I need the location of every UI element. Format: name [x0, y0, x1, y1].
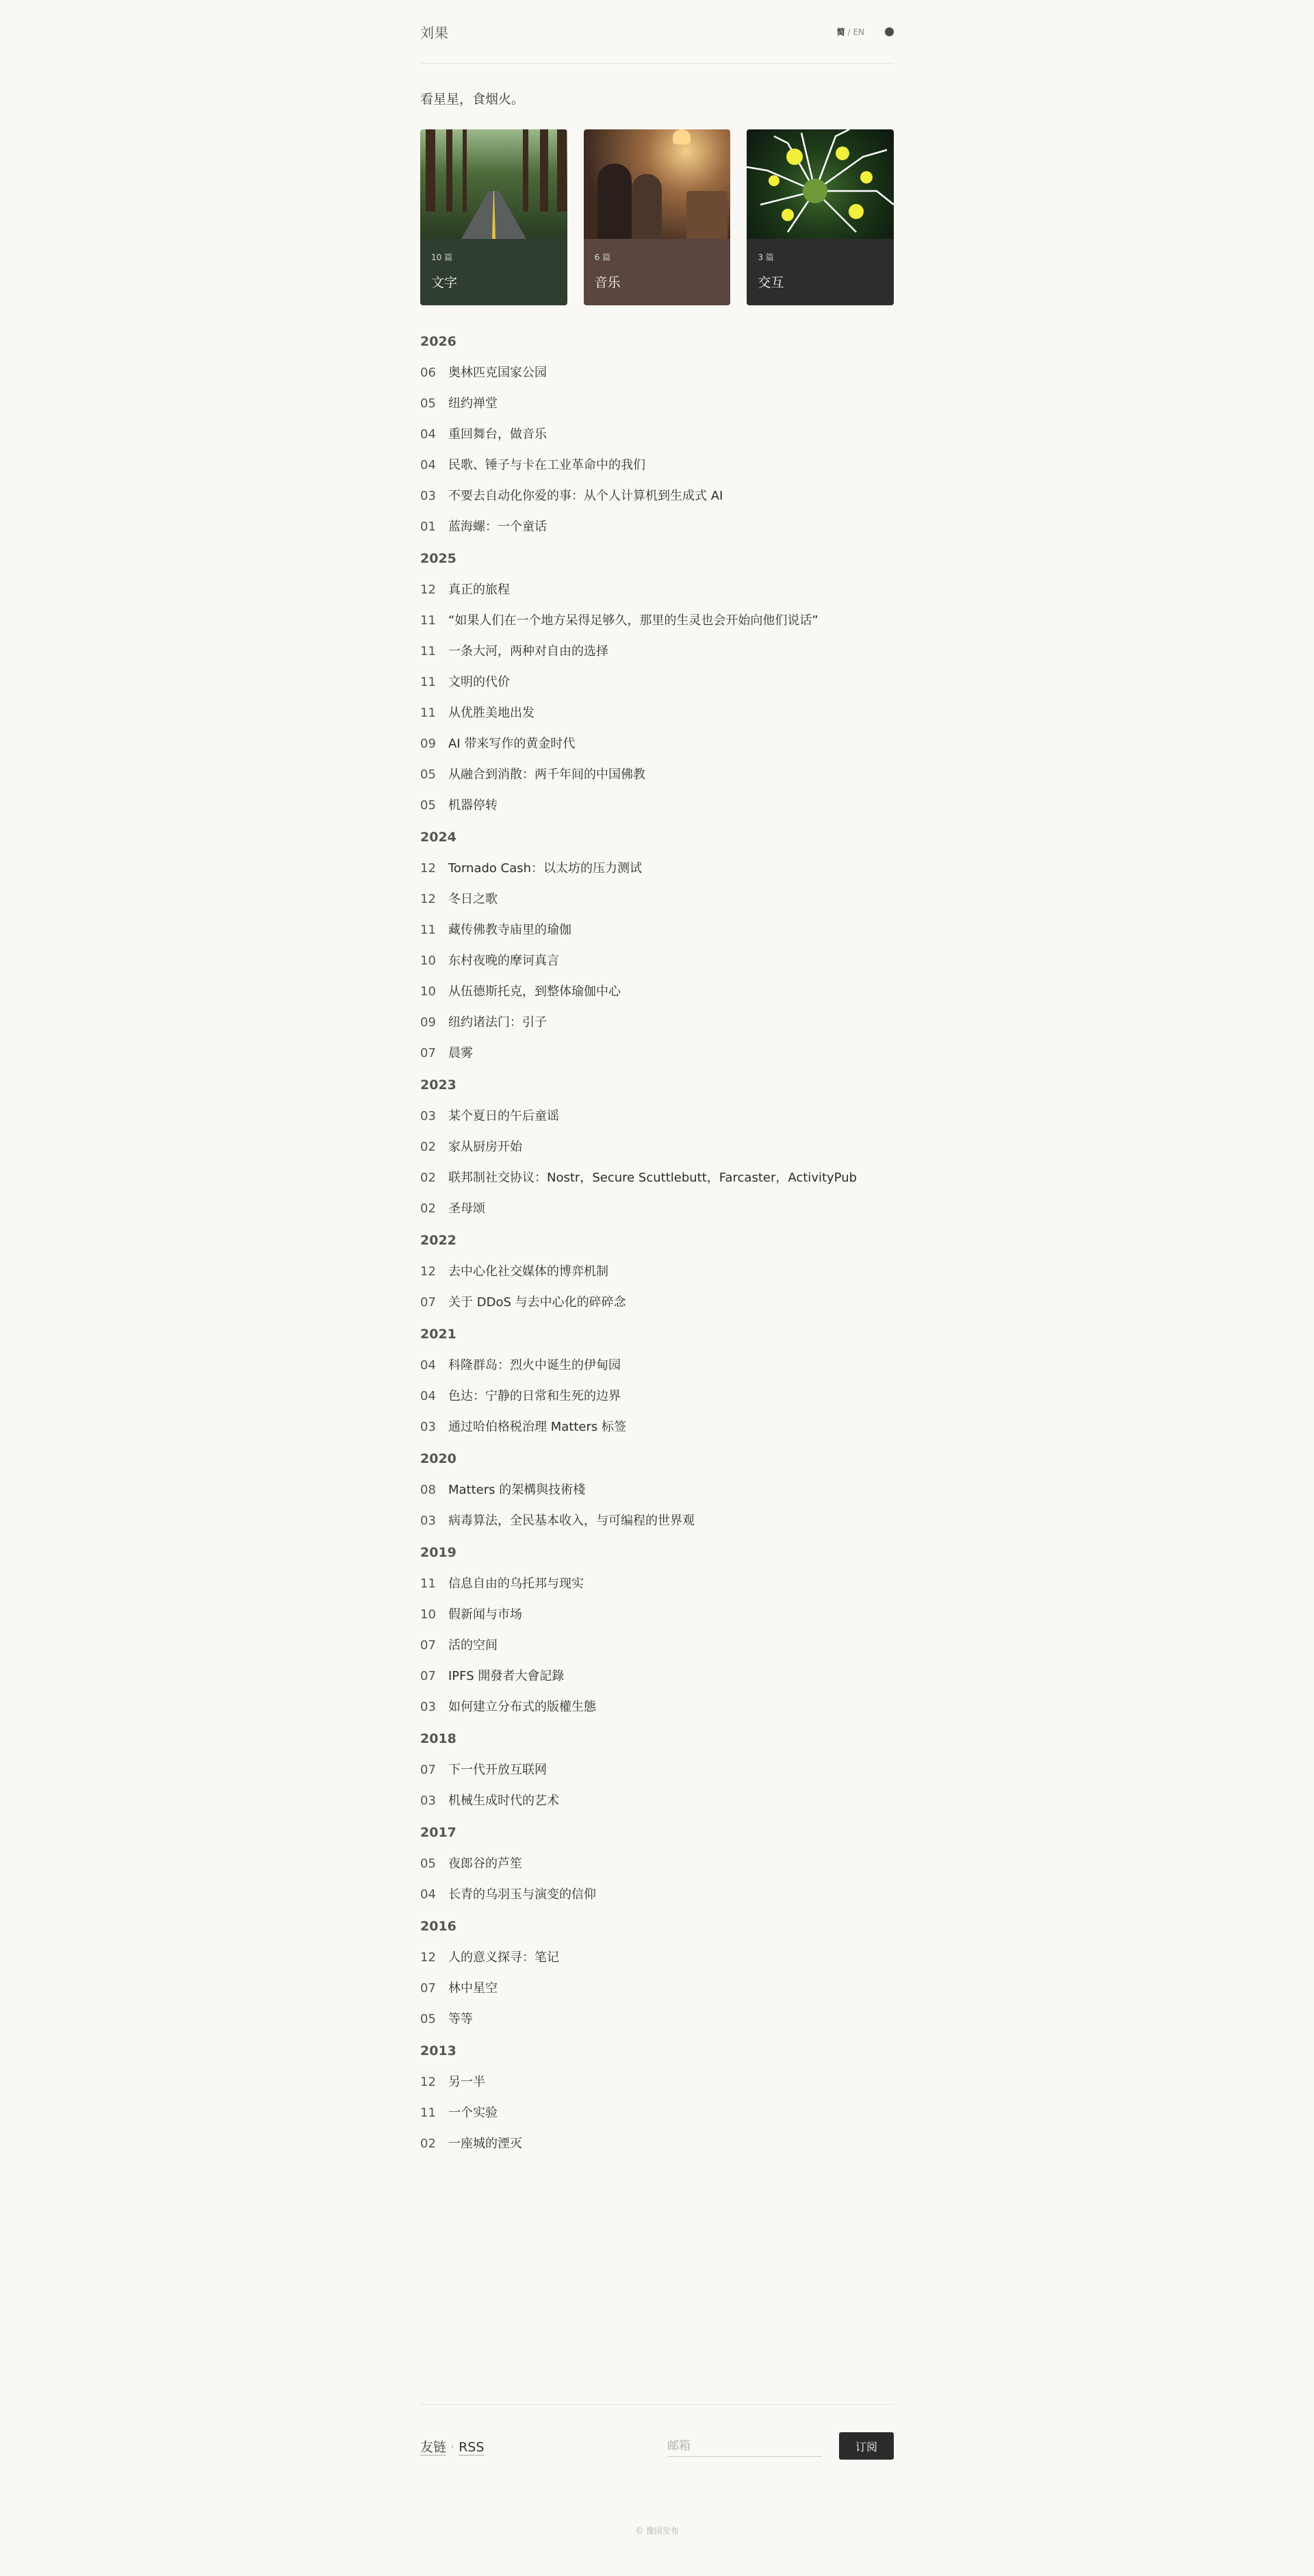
post-month: 07 — [420, 1981, 436, 1995]
post-month: 11 — [420, 923, 436, 937]
post-title: 人的意义探寻：笔记 — [448, 1950, 559, 1965]
post-title: 去中心化社交媒体的博弈机制 — [448, 1264, 608, 1279]
post-title: 通过哈伯格税治理 Matters 标签 — [448, 1420, 626, 1434]
page — [420, 0, 894, 2576]
post-month: 05 — [420, 767, 436, 782]
post-month: 12 — [420, 2075, 436, 2089]
post-month: 10 — [420, 984, 436, 999]
post-month: 03 — [420, 1109, 436, 1123]
language-switcher[interactable] — [837, 26, 864, 38]
post-month: 11 — [420, 644, 436, 659]
card-count: 10 篇 — [431, 253, 453, 262]
site-footer — [420, 2404, 894, 2460]
post-title: 纽约诸法门：引子 — [448, 1015, 547, 1030]
music-scene-image — [584, 129, 731, 239]
lang-zh[interactable]: 简 — [836, 27, 845, 37]
email-input[interactable] — [667, 2435, 822, 2457]
post-title: Matters 的架構與技術棧 — [448, 1483, 586, 1497]
year-group — [420, 1824, 894, 1904]
post-title: IPFS 開發者大會記錄 — [448, 1669, 565, 1683]
post-month: 12 — [420, 861, 436, 876]
card-title: 交互 — [758, 275, 784, 290]
post-link[interactable] — [420, 518, 894, 536]
post-link[interactable] — [420, 796, 894, 815]
post-title: 藏传佛教寺庙里的瑜伽 — [448, 923, 571, 937]
post-title: 病毒算法，全民基本收入，与可编程的世界观 — [448, 1514, 695, 1528]
post-title: 一个实验 — [448, 2106, 498, 2120]
category-card-writing[interactable] — [420, 129, 567, 305]
post-link[interactable] — [420, 1761, 894, 1779]
post-month: 02 — [420, 2137, 436, 2151]
post-link[interactable] — [420, 1013, 894, 1032]
card-title: 文字 — [431, 275, 458, 290]
post-title: 假新闻与市场 — [448, 1607, 522, 1622]
post-month: 09 — [420, 1015, 436, 1030]
post-link[interactable] — [420, 2104, 894, 2122]
post-link[interactable] — [420, 425, 894, 444]
post-link[interactable] — [420, 1574, 894, 1593]
post-link[interactable] — [420, 1481, 894, 1499]
site-tagline: 看星星，食烟火。 — [420, 92, 525, 107]
post-title: 家从厨房开始 — [448, 1140, 522, 1154]
year-group — [420, 1076, 894, 1218]
post-link[interactable] — [420, 1107, 894, 1125]
post-link[interactable] — [420, 2010, 894, 2028]
post-title: 不要去自动化你爱的事：从个人计算机到生成式 AI — [448, 489, 723, 503]
post-month: 03 — [420, 1514, 436, 1528]
card-body — [420, 239, 567, 305]
year-heading: 2020 — [420, 1451, 456, 1466]
post-month: 06 — [420, 366, 436, 380]
post-title: 等等 — [448, 2012, 473, 2026]
post-link[interactable] — [420, 364, 894, 382]
card-count: 3 篇 — [758, 253, 774, 262]
post-link[interactable] — [420, 611, 894, 630]
post-title: 另一半 — [448, 2075, 485, 2089]
post-month: 04 — [420, 1358, 436, 1373]
subscribe-button[interactable]: 订阅 — [839, 2432, 894, 2460]
year-heading: 2018 — [420, 1731, 456, 1746]
year-group — [420, 1917, 894, 2028]
post-title: 重回舞台，做音乐 — [448, 427, 547, 442]
post-title: “如果人们在一个地方呆得足够久，那里的生灵也会开始向他们说话” — [448, 613, 819, 628]
post-title: 色达：宁静的日常和生死的边界 — [448, 1389, 621, 1403]
category-card-interaction[interactable] — [747, 129, 894, 305]
year-group — [420, 1544, 894, 1716]
post-title: 晨雾 — [448, 1046, 473, 1060]
post-link[interactable] — [420, 2134, 894, 2153]
post-title: AI 带来写作的黄金时代 — [448, 737, 576, 751]
forest-road-image — [420, 129, 567, 239]
post-link[interactable] — [420, 890, 894, 908]
year-group — [420, 1730, 894, 1810]
post-month: 02 — [420, 1140, 436, 1154]
post-month: 04 — [420, 458, 436, 472]
post-title: 民歌、锤子与卡在工业革命中的我们 — [448, 458, 645, 472]
post-link[interactable] — [420, 1512, 894, 1530]
year-heading: 2013 — [420, 2043, 456, 2058]
year-heading: 2017 — [420, 1825, 456, 1840]
post-month: 04 — [420, 1887, 436, 1902]
post-link[interactable] — [420, 735, 894, 753]
post-link[interactable] — [420, 704, 894, 722]
post-month: 12 — [420, 1264, 436, 1279]
post-month: 03 — [420, 1700, 436, 1714]
post-title: 圣母颂 — [448, 1201, 485, 1216]
theme-toggle-icon[interactable] — [885, 27, 894, 36]
post-title: 一座城的湮灭 — [448, 2137, 522, 2151]
footer-link-separator: · — [450, 2439, 455, 2455]
post-title: 机器停转 — [448, 798, 498, 813]
post-title: 信息自由的乌托邦与现实 — [448, 1577, 584, 1591]
post-month: 04 — [420, 427, 436, 442]
card-body — [747, 239, 894, 305]
lang-separator: / — [845, 27, 853, 37]
post-link[interactable] — [420, 982, 894, 1001]
post-month: 02 — [420, 1201, 436, 1216]
year-heading: 2026 — [420, 334, 456, 349]
year-heading: 2021 — [420, 1327, 456, 1342]
post-title: 夜郎谷的芦笙 — [448, 1857, 522, 1871]
post-month: 10 — [420, 954, 436, 968]
post-link[interactable] — [420, 1636, 894, 1655]
post-month: 12 — [420, 892, 436, 906]
year-group — [420, 1450, 894, 1530]
card-body — [584, 239, 731, 305]
post-month: 07 — [420, 1046, 436, 1060]
post-month: 11 — [420, 1577, 436, 1591]
abstract-art-image — [747, 129, 894, 239]
post-link[interactable] — [420, 1948, 894, 1967]
post-month: 08 — [420, 1483, 436, 1497]
post-title: 冬日之歌 — [448, 892, 498, 906]
friends-link[interactable]: 友链 — [420, 2439, 447, 2455]
post-link[interactable] — [420, 1667, 894, 1685]
post-title: 一条大河，两种对自由的选择 — [448, 644, 608, 659]
post-link[interactable] — [420, 456, 894, 474]
post-month: 11 — [420, 613, 436, 628]
copyright-text: © 豫园发布 — [635, 2526, 679, 2536]
post-link[interactable] — [420, 1262, 894, 1281]
year-heading: 2022 — [420, 1233, 456, 1248]
post-title: 真正的旅程 — [448, 583, 510, 597]
year-group — [420, 828, 894, 1062]
post-title: Tornado Cash：以太坊的压力测试 — [448, 861, 643, 876]
year-group — [420, 333, 894, 536]
post-title: 长青的乌羽玉与演变的信仰 — [448, 1887, 596, 1902]
lang-en[interactable]: EN — [853, 27, 864, 37]
post-title: 东村夜晚的摩诃真言 — [448, 954, 559, 968]
category-card-music[interactable] — [584, 129, 731, 305]
post-link[interactable] — [420, 1791, 894, 1810]
post-month: 02 — [420, 1171, 436, 1185]
post-month: 01 — [420, 520, 436, 534]
post-month: 03 — [420, 1420, 436, 1434]
post-month: 05 — [420, 2012, 436, 2026]
post-title: 下一代开放互联网 — [448, 1763, 547, 1777]
post-title: 活的空间 — [448, 1638, 498, 1653]
post-month: 03 — [420, 1794, 436, 1808]
post-month: 05 — [420, 396, 436, 411]
card-count: 6 篇 — [594, 253, 611, 262]
post-month: 10 — [420, 1607, 436, 1622]
post-title: 从优胜美地出发 — [448, 706, 534, 720]
year-group — [420, 1325, 894, 1436]
post-link[interactable] — [420, 1418, 894, 1436]
year-group — [420, 550, 894, 815]
post-title: 联邦制社交协议：Nostr，Secure Scuttlebutt，Farcaster，ActivityPub — [448, 1171, 858, 1185]
year-heading: 2023 — [420, 1077, 456, 1093]
post-month: 07 — [420, 1669, 436, 1683]
post-title: 关于 DDoS 与去中心化的碎碎念 — [448, 1295, 626, 1310]
post-title: 林中星空 — [448, 1981, 498, 1995]
post-month: 05 — [420, 798, 436, 813]
post-link[interactable] — [420, 394, 894, 413]
post-title: 从融合到消散：两千年间的中国佛教 — [448, 767, 645, 782]
post-month: 11 — [420, 706, 436, 720]
footer-links — [420, 2437, 484, 2456]
post-month: 12 — [420, 583, 436, 597]
post-link[interactable] — [420, 1169, 894, 1187]
year-heading: 2016 — [420, 1919, 456, 1934]
post-link[interactable] — [420, 921, 894, 939]
post-month: 04 — [420, 1389, 436, 1403]
year-heading: 2019 — [420, 1545, 456, 1560]
post-month: 11 — [420, 2106, 436, 2120]
header-controls — [837, 26, 894, 38]
post-link[interactable] — [420, 1293, 894, 1312]
post-link[interactable] — [420, 765, 894, 784]
year-heading: 2025 — [420, 551, 456, 566]
post-link[interactable] — [420, 1044, 894, 1062]
post-archive — [420, 333, 894, 2153]
post-title: 从伍德斯托克，到整体瑜伽中心 — [448, 984, 621, 999]
post-title: 奥林匹克国家公园 — [448, 366, 547, 380]
post-link[interactable] — [420, 1387, 894, 1405]
post-title: 文明的代价 — [448, 675, 510, 689]
post-link[interactable] — [420, 1885, 894, 1904]
post-title: 蓝海螺：一个童话 — [448, 520, 547, 534]
post-month: 07 — [420, 1638, 436, 1653]
post-link[interactable] — [420, 487, 894, 505]
post-title: 机械生成时代的艺术 — [448, 1794, 559, 1808]
post-link[interactable] — [420, 1854, 894, 1873]
post-link[interactable] — [420, 581, 894, 599]
post-link[interactable] — [420, 1979, 894, 1998]
post-link[interactable] — [420, 1356, 894, 1375]
post-link[interactable] — [420, 1698, 894, 1716]
post-title: 如何建立分布式的版權生態 — [448, 1700, 596, 1714]
post-month: 03 — [420, 489, 436, 503]
category-cards — [420, 129, 894, 305]
post-link[interactable] — [420, 642, 894, 661]
post-link[interactable] — [420, 952, 894, 970]
post-title: 某个夏日的午后童谣 — [448, 1109, 559, 1123]
post-month: 09 — [420, 737, 436, 751]
subscribe-form — [667, 2432, 894, 2460]
year-heading: 2024 — [420, 830, 456, 845]
post-title: 纽约禅堂 — [448, 396, 498, 411]
post-month: 11 — [420, 675, 436, 689]
post-link[interactable] — [420, 1605, 894, 1624]
rss-link[interactable]: RSS — [459, 2439, 485, 2455]
post-month: 05 — [420, 1857, 436, 1871]
post-link[interactable] — [420, 859, 894, 878]
year-group — [420, 1232, 894, 1312]
post-title: 科隆群岛：烈火中诞生的伊甸园 — [448, 1358, 621, 1373]
post-link[interactable] — [420, 2073, 894, 2091]
site-header — [420, 0, 894, 64]
footer-row — [420, 2432, 894, 2460]
year-group — [420, 2042, 894, 2153]
post-link[interactable] — [420, 673, 894, 691]
post-link[interactable] — [420, 1199, 894, 1218]
post-month: 07 — [420, 1295, 436, 1310]
post-month: 07 — [420, 1763, 436, 1777]
card-title: 音乐 — [594, 275, 621, 290]
site-title-link[interactable]: 刘果 — [420, 24, 449, 41]
post-month: 12 — [420, 1950, 436, 1965]
post-link[interactable] — [420, 1138, 894, 1156]
